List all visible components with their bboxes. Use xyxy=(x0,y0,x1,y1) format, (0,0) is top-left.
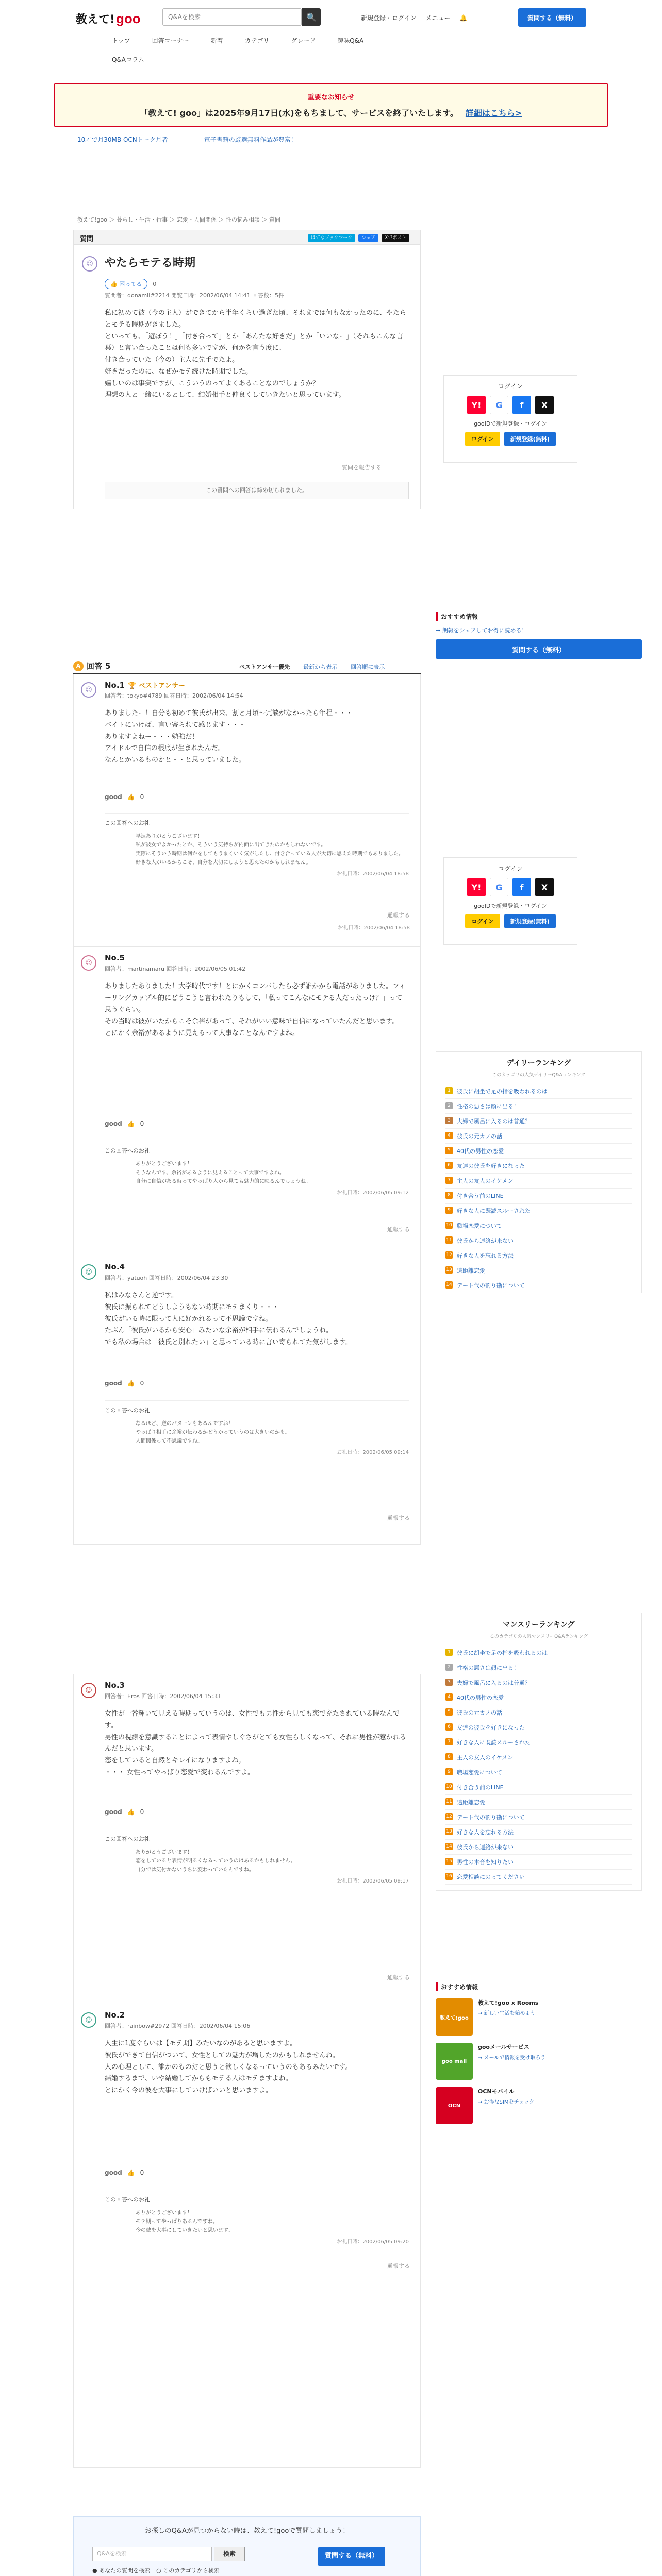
services-head: おすすめ情報 xyxy=(436,1982,642,1991)
ranking-item[interactable]: 3 夫婦で風呂に入るのは普通？ xyxy=(445,1114,632,1129)
answer-number: No.3 xyxy=(105,1681,125,1690)
answer-number-row xyxy=(105,953,125,962)
register-button[interactable]: 新規登録(無料) xyxy=(504,914,556,928)
answer-body: 私はみなさんと逆です。 彼氏に振られてどうしようもない時期にモテまくり・・・ 彼氏がいる時に限って人に好かれるって不思議ですね。 たぶん「彼氏がいるから安心」みたいな余裕が相手に伝わるんでしょうね。 でも私の場合は「彼氏と別れたい」と思っている時に言い寄られてた気がします。 xyxy=(105,1292,352,1346)
answer-card xyxy=(73,947,421,1256)
ranking-item[interactable]: 11 遠距離恋愛 xyxy=(445,1795,632,1810)
report-question-link[interactable]: 質問を報告する xyxy=(342,464,382,471)
nav-new[interactable]: 新着 xyxy=(210,37,223,44)
reply-body: ありがとうございます！ そうなんです、余裕があるように見えることって大事ですよね。 自分に自信がある時ってやっぱり人から見ても魅力的に映るんでしょうね。 xyxy=(136,1161,311,1184)
ranking-item[interactable]: 2 性格の悪さは顔に出る！ xyxy=(445,1660,632,1675)
answer-card xyxy=(73,1674,421,2004)
good-count: 0 xyxy=(140,1120,144,1127)
nav-hobby[interactable]: 趣味Q&A xyxy=(337,37,364,44)
thanks-reply xyxy=(105,1400,409,1455)
ask-question-button[interactable]: 質問する（無料） xyxy=(518,8,586,27)
menu-link[interactable]: メニュー xyxy=(425,14,451,22)
ask-search-button[interactable]: 検索 xyxy=(214,2547,245,2561)
login-box-2 xyxy=(443,857,577,945)
login-buttons xyxy=(444,432,577,446)
service-icon: goo mail xyxy=(436,2043,473,2080)
report-link[interactable]: 通報する xyxy=(387,2263,410,2269)
ranking-item[interactable]: 8 付き合う前のLINE xyxy=(445,1189,632,1204)
good-row xyxy=(105,1380,144,1387)
side-ask-button[interactable]: 質問する（無料） xyxy=(436,639,642,659)
yahoo-icon[interactable]: Y! xyxy=(467,396,486,414)
x-icon[interactable]: X xyxy=(535,878,554,896)
report-link[interactable]: 通報する xyxy=(387,1515,410,1521)
ranking-item[interactable]: 5 彼氏の元カノの話 xyxy=(445,1705,632,1720)
search-scope xyxy=(92,2566,220,2574)
ranking-item[interactable]: 15 男性の本音を知りたい xyxy=(445,1855,632,1870)
good-button[interactable]: good xyxy=(105,1120,122,1127)
reply-date: お礼日時：2002/06/05 09:14 xyxy=(337,1450,409,1455)
service-line: → 新しい生活を始めよう xyxy=(478,2011,536,2016)
good-count: 0 xyxy=(140,1380,144,1387)
answer-card xyxy=(73,674,421,947)
reply-body: 早速ありがとうございます！ 私が彼女でよかったとか、そういう気持ちが内面に出てきたのかもしれないです。 実際にそういう時期は何かをしてもうまくいく気がしたし、付き合っている人が大切に思えた時期でもありました。 好きな人がいるからこそ、自分を大切にしようと思えたのかもしれません。 xyxy=(136,834,404,866)
daily-ranking-list xyxy=(445,1084,632,1293)
logo-goo: goo xyxy=(116,10,141,26)
ranking-item[interactable]: 9 好きな人に既読スルーされた xyxy=(445,1204,632,1218)
nav-grade[interactable]: グレード xyxy=(291,37,316,44)
thanks-reply xyxy=(105,1829,409,1884)
closed-note: この質問への回答は締め切られました。 xyxy=(105,482,409,499)
social-login-icons xyxy=(444,396,577,414)
promo-link-2[interactable]: 電子書籍の厳選無料作品が豊富！ xyxy=(204,136,297,143)
same-question-count: 0 xyxy=(153,280,157,287)
notice-body: 「教えて! goo」は2025年9月17日(水)をもちまして、サービスを終了いたします。 xyxy=(140,108,458,118)
answer-body: 人生に1度ぐらいは【モテ期】みたいなのがあると思いますよ。 彼氏ができて自信がついて、女性としての魅力が増したのかもしれませんね。 人の心理として、誰かのものだと思うと欲しくなるっていうのもあるみたいです。 結婚するまで、いや結婚してからもモテる人はモテますよね。 とにかく今の彼を大事にしていけばいいと思いますよ。 xyxy=(105,2040,352,2094)
good-button[interactable]: good xyxy=(105,2169,122,2176)
notice-title: 重要なお知らせ xyxy=(307,94,355,101)
ranking-item[interactable]: 9 職場恋愛について xyxy=(445,1765,632,1780)
answer-number-row xyxy=(105,1681,125,1690)
good-button[interactable]: good xyxy=(105,1380,122,1387)
facebook-icon[interactable]: f xyxy=(512,396,531,414)
ask-box xyxy=(73,2516,421,2576)
monthly-ranking-sub: このカテゴリの人気マンスリーQ&Aランキング xyxy=(489,1634,588,1639)
answer-number: No.1 xyxy=(105,680,125,690)
ranking-item[interactable]: 3 夫婦で風呂に入るのは普通？ xyxy=(445,1675,632,1690)
ranking-item[interactable]: 12 デート代の割り勘について xyxy=(445,1810,632,1825)
ranking-item[interactable]: 11 彼氏から連絡が来ない xyxy=(445,1233,632,1248)
question-label: 質問 xyxy=(80,235,94,243)
login-buttons xyxy=(444,914,577,928)
bell-icon[interactable]: 🔔 xyxy=(459,14,468,22)
reply-body: なるほど、逆のパターンもあるんですね！ やっぱり相手に余裕が伝わるかどうかっていうのは大きいのかも。 人間関係って不思議ですね。 xyxy=(136,1421,290,1444)
question-meta: 質問者：donamii#2214 閲覧日時：2002/06/04 14:41 回答数：5件 xyxy=(105,292,285,299)
answer-number-row xyxy=(105,680,185,690)
ranking-item[interactable]: 10 付き合う前のLINE xyxy=(445,1780,632,1795)
answer-meta: 回答者：rainbow#2972 回答日時：2002/06/04 15:06 xyxy=(105,2023,251,2029)
reply-head: この回答へのお礼 xyxy=(105,1407,150,1414)
logo-text: 教えて! xyxy=(76,13,115,26)
asker-avatar: ☺ xyxy=(82,256,97,272)
ask-text: お探しのQ&Aが見つからない時は、教えて!gooで質問しましょう！ xyxy=(144,2527,350,2535)
report-link[interactable]: 通報する xyxy=(387,912,410,919)
reply-date: お礼日時：2002/06/05 09:17 xyxy=(337,1878,409,1884)
good-count: 0 xyxy=(140,793,144,801)
ranking-item[interactable]: 13 好きな人を忘れる方法 xyxy=(445,1825,632,1840)
answers-count: 5 xyxy=(105,661,111,671)
answer-body: ありましたありました！大学時代です！とにかくコンパしたら必ず誰かから電話がありました。フィーリングカップル的にどうこうと言われたりもして、「私ってこんなにモテる人だったっけ？」って思うぐらい。 その当時は彼がいたからこそ余裕があって、それがいい意味で自信になっていたんだと思います。 とにかく余裕があるように見えるって大事なことなんですよね。 xyxy=(105,982,406,1037)
good-row xyxy=(105,1120,144,1127)
thumbs-up-icon: 👍 xyxy=(127,793,135,801)
answer-date: お礼日時：2002/06/04 18:58 xyxy=(338,925,410,931)
thanks-reply xyxy=(105,1141,409,1196)
search-input[interactable] xyxy=(163,9,285,25)
main-nav xyxy=(112,36,363,45)
thumbs-up-icon: 👍 xyxy=(127,1120,135,1127)
answer-number: No.2 xyxy=(105,2010,125,2020)
ask-search-input[interactable]: Q&Aを検索 xyxy=(92,2547,212,2561)
reply-head: この回答へのお礼 xyxy=(105,2196,150,2203)
ranking-item[interactable]: 1 彼氏に胡坐で足の指を吸われるのは xyxy=(445,1646,632,1660)
ranking-item[interactable]: 12 好きな人を忘れる方法 xyxy=(445,1248,632,1263)
good-button[interactable]: good xyxy=(105,793,122,801)
answers-title-wrap xyxy=(73,660,110,671)
login-title: ログイン xyxy=(498,383,523,390)
ranking-item[interactable]: 4 40代の男性の恋愛 xyxy=(445,1690,632,1705)
answer-meta: 回答者：tokyo#4789 回答日時：2002/06/04 14:54 xyxy=(105,692,243,699)
service-item[interactable] xyxy=(436,2043,642,2080)
thumbs-up-icon: 👍 xyxy=(127,1380,135,1387)
question-meta-row xyxy=(105,279,156,289)
service-icon: OCN xyxy=(436,2087,473,2124)
recommend-item[interactable]: → 朗報をシェアしてお得に読める！ xyxy=(436,627,527,634)
x-icon[interactable]: X xyxy=(535,396,554,414)
reply-head: この回答へのお礼 xyxy=(105,1836,150,1842)
promo-link-1[interactable]: 10才で月30MB OCNトーク月者 xyxy=(77,136,168,143)
login-button[interactable]: ログイン xyxy=(465,432,500,446)
monthly-ranking-title: マンスリーランキング xyxy=(503,1621,575,1629)
nav-column[interactable]: Q&Aコラム xyxy=(112,56,144,63)
good-count: 0 xyxy=(140,1808,144,1816)
yahoo-icon[interactable]: Y! xyxy=(467,878,486,896)
radio-all[interactable]: ● あなたの質問を検索 xyxy=(92,2567,151,2574)
best-answer-badge: 🏆 ベストアンサー xyxy=(128,682,185,690)
answerer-avatar: ☺ xyxy=(81,955,96,971)
ranking-item[interactable]: 5 40代の男性の恋愛 xyxy=(445,1144,632,1159)
login-title: ログイン xyxy=(498,865,523,872)
service-icon: 教えて!goo xyxy=(436,1998,473,2036)
ranking-item[interactable]: 10 職場恋愛について xyxy=(445,1218,632,1233)
breadcrumb[interactable]: 教えて!goo ＞ 暮らし・生活・行事 ＞ 恋愛・人間関係 ＞ 性の悩み相談 ＞ 質問 xyxy=(77,216,280,223)
login-box-1 xyxy=(443,375,577,463)
services-block xyxy=(436,1982,642,2124)
radio-category[interactable]: ○ このカテゴリから検索 xyxy=(156,2567,220,2574)
answers-header xyxy=(73,658,421,674)
answers-title: 回答 xyxy=(87,662,103,671)
ranking-item[interactable]: 7 主人の友人のイケメン xyxy=(445,1174,632,1189)
report-link[interactable]: 通報する xyxy=(387,1974,410,1981)
reply-date: お礼日時：2002/06/05 09:20 xyxy=(337,2239,409,2245)
ask-question-button-bottom[interactable]: 質問する（無料） xyxy=(318,2547,385,2566)
reply-head: この回答へのお礼 xyxy=(105,820,150,826)
question-card xyxy=(73,230,421,509)
answerer-avatar: ☺ xyxy=(81,682,96,698)
answer-meta: 回答者：martinamaru 回答日時：2002/06/05 01:42 xyxy=(105,965,246,972)
recommend-block xyxy=(436,612,642,659)
facebook-share-button[interactable]: シェア xyxy=(358,234,378,242)
search-icon[interactable]: 🔍 xyxy=(302,8,321,26)
daily-ranking-title: デイリーランキング xyxy=(506,1059,571,1067)
nav-top[interactable]: トップ xyxy=(112,37,130,44)
answer-meta: 回答者：yatuoh 回答日時：2002/06/04 23:30 xyxy=(105,1275,228,1281)
notice-link[interactable]: 詳細はこちら> xyxy=(465,108,522,118)
ranking-item[interactable]: 6 友達の彼氏を好きになった xyxy=(445,1159,632,1174)
thumbs-up-icon: 👍 xyxy=(127,1808,135,1816)
answer-card xyxy=(73,2004,421,2468)
daily-ranking xyxy=(436,1051,642,1293)
x-share-button[interactable]: Xでポスト xyxy=(382,234,409,242)
answer-body: ありましたー！自分も初めて彼氏が出来、割と月頃～冗談がなかったら年程・・・ バイトにいけば、言い寄られて感じます・・・ ありますよねー・・・勉強だ！ アイドルで自信の根底が生まれたんだ。 なんとかいるものかと・・と思っていました。 xyxy=(105,709,353,764)
question-body: 私に初めて彼（今の主人）ができてから半年くらい過ぎた頃、それまでは何もなかったのに、やたらとモテる時期がきました。 といっても、「遊ぼう！」「付き合って」とか「あんたな好きだ」とか「いいなー」（それもこんな言葉）と言い合ったことは何も多いですが、何かを言う度に、 付き合っていた（今の）主人に先手でたよ。 好きだったのに、なぜかモテ続けた時期でした。 嬉しいのは事実ですが、こういうのってよくあることなのでしょうか？ 理想の人と一緒にいるとして、結婚相手と仲良くしていきたいと思っています。 xyxy=(105,309,407,399)
good-row xyxy=(105,1808,144,1816)
nav-category[interactable]: カテゴリ xyxy=(244,37,270,44)
monthly-ranking xyxy=(436,1613,642,1891)
question-header xyxy=(74,230,420,245)
header-links xyxy=(361,13,467,22)
answer-body: 女性が一番輝いて見える時期っていうのは、女性でも男性から見ても恋で充たされている時なんです。 男性の視線を意識することによって表情やしぐさがとても女性らしくなって、それに男性が惹かれるんだと思います。 恋をしていると自然とキレイになりますよね。 ・・・ 女性ってやっぱり恋愛で変わるんですよ。 xyxy=(105,1710,406,1776)
thanks-reply xyxy=(105,813,409,877)
ranking-item[interactable]: 4 彼氏の元カノの話 xyxy=(445,1129,632,1144)
answer-meta: 回答者：Eros 回答日時：2002/06/04 15:33 xyxy=(105,1693,221,1700)
monthly-ranking-list xyxy=(445,1646,632,1885)
hatena-share-button[interactable]: はてなブックマーク xyxy=(308,234,355,242)
reply-date: お礼日時：2002/06/04 18:58 xyxy=(337,871,409,877)
thanks-reply xyxy=(105,2190,409,2245)
site-logo[interactable] xyxy=(76,6,148,31)
recommend-head: おすすめ情報 xyxy=(436,612,642,621)
sort-newest[interactable]: 最新から表示 xyxy=(303,664,338,670)
notice-body-wrap xyxy=(55,107,607,118)
search-box xyxy=(162,8,302,26)
thumbs-up-icon: 👍 xyxy=(127,2169,135,2176)
sort-order[interactable]: 回答順に表示 xyxy=(351,664,385,670)
service-item[interactable] xyxy=(436,2087,642,2124)
answers-icon: A xyxy=(73,661,84,671)
ranking-item[interactable]: 7 好きな人に既読スルーされた xyxy=(445,1735,632,1750)
ranking-item[interactable]: 14 彼氏から連絡が来ない xyxy=(445,1840,632,1855)
answerer-avatar: ☺ xyxy=(81,2012,96,2028)
site-header xyxy=(0,0,662,77)
reply-body: ありがとうございます！ 恋をしていると表情が明るくなるっていうのはあるかもしれません。 自分では気付かないうちに変わっていたんですね。 xyxy=(136,1850,296,1873)
good-row xyxy=(105,2169,144,2176)
register-button[interactable]: 新規登録(無料) xyxy=(504,432,556,446)
reply-date: お礼日時：2002/06/05 09:12 xyxy=(337,1190,409,1196)
nav-answer-corner[interactable]: 回答コーナー xyxy=(152,37,189,44)
ranking-item[interactable]: 14 デート代の割り勘について xyxy=(445,1278,632,1293)
service-title: gooメールサービス xyxy=(478,2044,529,2050)
reply-head: この回答へのお礼 xyxy=(105,1147,150,1154)
sort-tabs xyxy=(239,663,385,671)
promo-links xyxy=(77,135,297,144)
ranking-item[interactable]: 13 遠距離恋愛 xyxy=(445,1263,632,1278)
ranking-item[interactable]: 2 性格の悪さは顔に出る！ xyxy=(445,1099,632,1114)
facebook-icon[interactable]: f xyxy=(512,878,531,896)
good-count: 0 xyxy=(140,2169,144,2176)
good-button[interactable]: good xyxy=(105,1808,122,1816)
service-line: → お得なSIMをチェック xyxy=(478,2099,535,2105)
login-button[interactable]: ログイン xyxy=(465,914,500,928)
answerer-avatar: ☺ xyxy=(81,1264,96,1280)
reply-body: ありがとうございます！ モテ期ってやっぱりあるんですね。 今の彼を大事にしていきたいと思います。 xyxy=(136,2210,234,2233)
answer-number: No.5 xyxy=(105,953,125,962)
login-sub: gooIDで新規登録・ログイン xyxy=(474,903,547,909)
answer-card xyxy=(73,1256,421,1545)
service-title: 教えて!goo x Rooms xyxy=(478,1999,539,2006)
ranking-item[interactable]: 1 彼氏に胡坐で足の指を吸われるのは xyxy=(445,1084,632,1099)
daily-ranking-sub: このカテゴリの人気デイリーQ&Aランキング xyxy=(492,1073,586,1078)
share-bar xyxy=(308,234,409,242)
service-line: → メールで情報を受け取ろう xyxy=(478,2055,546,2061)
answer-number-row xyxy=(105,2010,125,2020)
service-title: OCNモバイル xyxy=(478,2088,515,2095)
good-row xyxy=(105,793,144,801)
social-login-icons xyxy=(444,878,577,896)
ranking-item[interactable]: 6 友達の彼氏を好きになった xyxy=(445,1720,632,1735)
login-link[interactable]: 新規登録・ログイン xyxy=(361,14,417,22)
answer-number: No.4 xyxy=(105,1262,125,1272)
report-link[interactable]: 通報する xyxy=(387,1226,410,1233)
question-title: やたらモテる時期 xyxy=(105,257,196,269)
google-icon[interactable]: G xyxy=(490,878,508,896)
login-sub: gooIDで新規登録・ログイン xyxy=(474,420,547,427)
important-notice xyxy=(54,83,608,127)
service-item[interactable] xyxy=(436,1998,642,2036)
ranking-item[interactable]: 8 主人の友人のイケメン xyxy=(445,1750,632,1765)
google-icon[interactable]: G xyxy=(490,396,508,414)
sort-best[interactable]: ベストアンサー優先 xyxy=(239,664,290,670)
answerer-avatar: ☺ xyxy=(81,1683,96,1698)
answer-number-row xyxy=(105,1262,125,1272)
same-question-button[interactable]: 👍 困ってる xyxy=(105,279,147,289)
ranking-item[interactable]: 16 恋愛相談にのってください xyxy=(445,1870,632,1885)
